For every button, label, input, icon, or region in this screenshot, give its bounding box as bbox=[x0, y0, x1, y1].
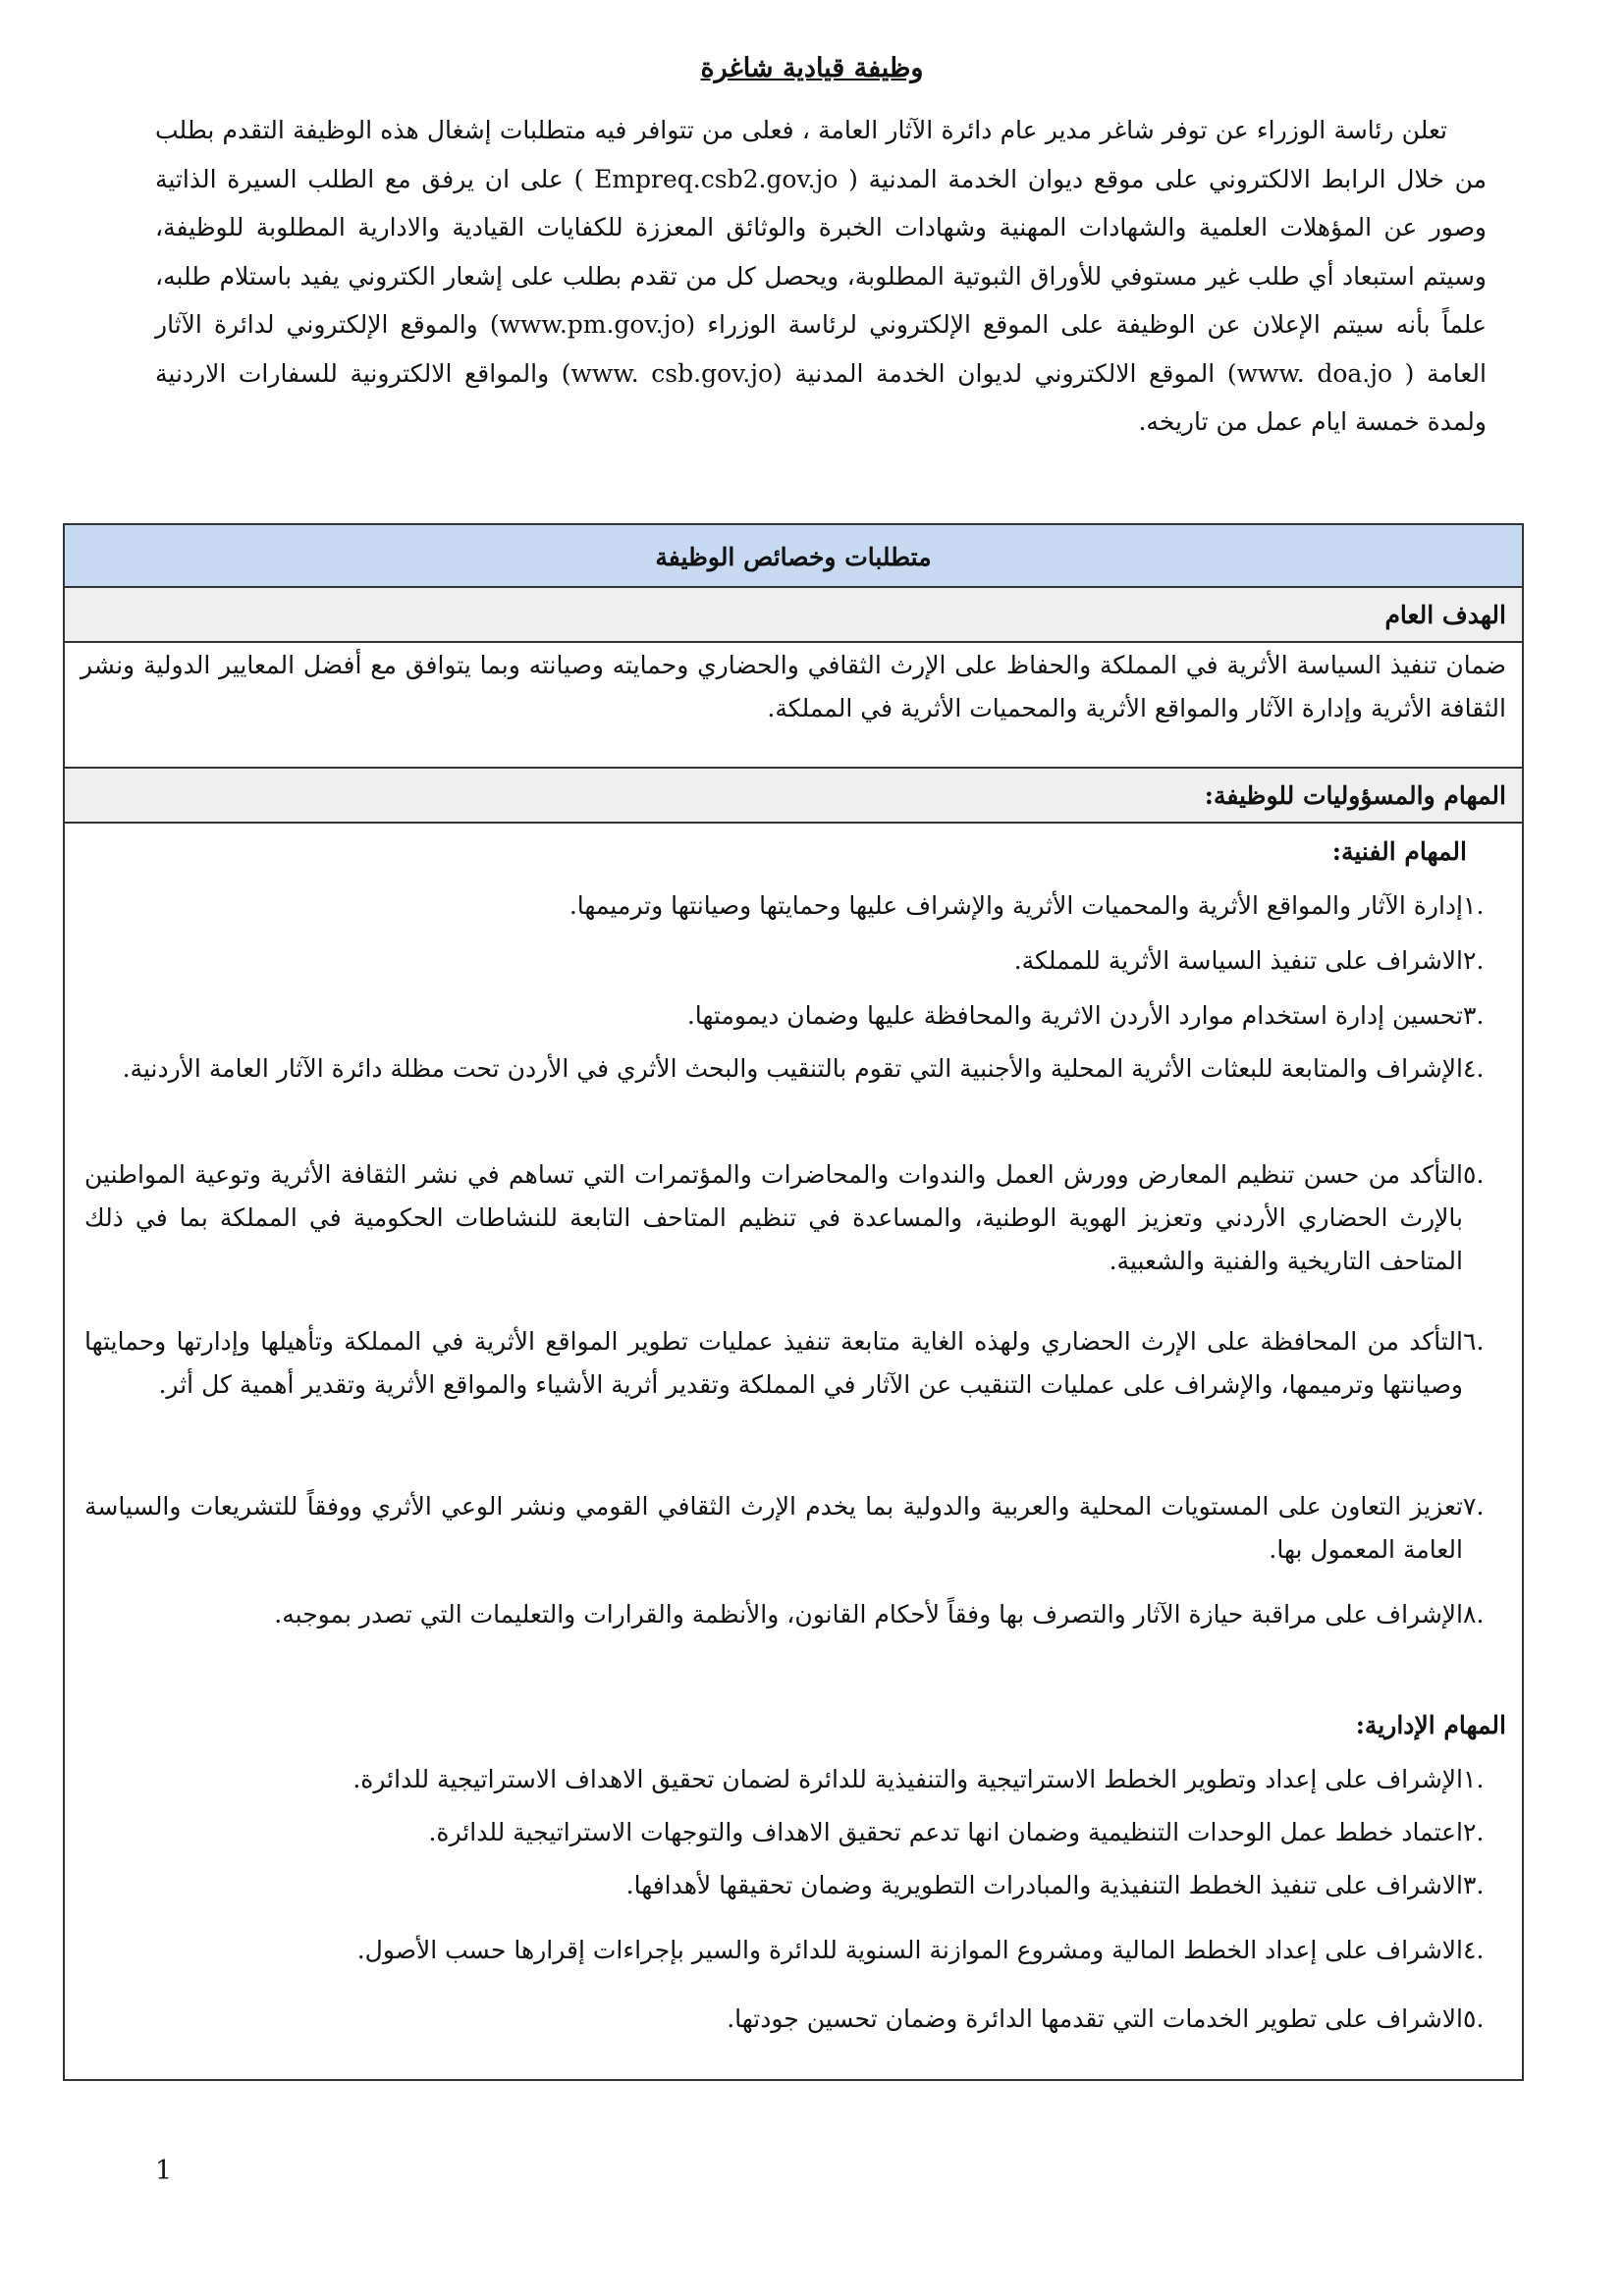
list-item: تعزيز التعاون على المستويات المحلية والعربية والدولية بما يخدم الإرث الثقافي القومي ونشر الوعي الأثري ووفقاً للتشريعات والسياسة العامة المعمول بها. bbox=[84, 1492, 1463, 1564]
list-item-number: .٧ bbox=[1463, 1492, 1485, 1521]
goal-text: ضمان تنفيذ السياسة الأثرية في المملكة والحفاظ على الإرث الثقافي والحضاري وحمايته وصيانته وبما يتوافق مع أفضل المعايير الدولية ونشر الثقافة الأثرية وإدارة الآثار والمواقع الأثرية والمحميات الأثرية في المملكة. bbox=[81, 651, 1507, 722]
list-item-number: .٣ bbox=[1463, 1871, 1485, 1899]
job-requirements-table bbox=[63, 523, 1524, 2081]
goal-heading: الهدف العام bbox=[65, 586, 1522, 643]
list-item: الاشراف على تنفيذ السياسة الأثرية للمملكة. bbox=[1013, 946, 1463, 975]
list-item: الاشراف على إعداد الخطط المالية ومشروع الموازنة السنوية للدائرة والسير بإجراءات إقرارها حسب الأصول. bbox=[356, 1936, 1463, 1964]
list-item-number: .٨ bbox=[1463, 1600, 1485, 1629]
list-item: إدارة الآثار والمواقع الأثرية والمحميات الأثرية والإشراف عليها وحمايتها وصيانتها وترميمها. bbox=[568, 891, 1463, 920]
intro-text: تعلن رئاسة الوزراء عن توفر شاغر مدير عام دائرة الآثار العامة ، فعلى من تتوافر فيه متطلبات إشغال هذه الوظيفة التقدم بطلب من خلال الرابط الالكتروني على موقع ديوان الخدمة المدنية ( Empreq.csb2.gov.jo ) على ان يرفق مع الطلب السيرة الذاتية وصور عن المؤهلات العلمية والشهادات المهنية وشهادات الخبرة والوثائق المعززة للكفايات القيادية والادارية المطلوبة للوظيفة، وسيتم استبعاد أي طلب غير مستوفي للأوراق الثبوتية المطلوبة، ويحصل كل من تقدم بطلب على إشعار الكتروني يفيد باستلام طلبه، علماً بأنه سيتم الإعلان عن الوظيفة على الموقع الإلكتروني لرئاسة الوزراء (www.pm.gov.jo) والموقع الإلكتروني لدائرة الآثار العامة ( www. doa.jo) الموقع الالكتروني لديوان الخدمة المدنية (www. csb.gov.jo) والمواقع الالكترونية للسفارات الاردنية ولمدة خمسة ايام عمل من تاريخه. bbox=[155, 116, 1487, 436]
list-item-number: .٦ bbox=[1463, 1327, 1485, 1356]
table-header: متطلبات وخصائص الوظيفة bbox=[65, 525, 1522, 590]
list-item-number: .١ bbox=[1463, 1765, 1485, 1793]
list-item: تحسين إدارة استخدام موارد الأردن الاثرية والمحافظة عليها وضمان ديمومتها. bbox=[686, 1001, 1463, 1030]
list-item-number: .١ bbox=[1463, 891, 1485, 920]
list-item: الإشراف على مراقبة حيازة الآثار والتصرف بها وفقاً لأحكام القانون، والأنظمة والقرارات والتعليمات التي تصدر بموجبه. bbox=[274, 1600, 1463, 1629]
list-item-number: .٣ bbox=[1463, 1001, 1485, 1030]
list-item: الاشراف على تطوير الخدمات التي تقدمها الدائرة وضمان تحسين جودتها. bbox=[727, 2004, 1463, 2033]
list-item: التأكد من حسن تنظيم المعارض وورش العمل والندوات والمحاضرات والمؤتمرات التي تساهم في نشر الثقافة الأثرية وتوعية المواطنين بالإرث الحضاري الأردني وتعزيز الهوية الوطنية، والمساعدة في تنظيم المتاحف التابعة للنشاطات الحكومية في المملكة بما في ذلك المتاحف التاريخية والفنية والشعبية. bbox=[84, 1160, 1463, 1275]
list-item-number: .٢ bbox=[1463, 1818, 1485, 1846]
list-item: اعتماد خطط عمل الوحدات التنظيمية وضمان انها تدعم تحقيق الاهداف والتوجهات الاستراتيجية للدائرة. bbox=[428, 1818, 1463, 1846]
list-item-number: .٤ bbox=[1463, 1936, 1485, 1964]
list-item-number: .٥ bbox=[1463, 1160, 1485, 1189]
list-item-number: .٤ bbox=[1463, 1054, 1485, 1083]
page-number: 1 bbox=[155, 2156, 173, 2186]
list-item: الاشراف على تنفيذ الخطط التنفيذية والمبادرات التطويرية وضمان تحقيقها لأهدافها. bbox=[625, 1871, 1463, 1899]
duties-heading: المهام والمسؤوليات للوظيفة: bbox=[65, 767, 1522, 824]
list-item: الإشراف على إعداد وتطوير الخطط الاستراتيجية والتنفيذية للدائرة لضمان تحقيق الاهداف الاستراتيجية للدائرة. bbox=[352, 1765, 1463, 1793]
page-title: وظيفة قيادية شاغرة bbox=[700, 53, 924, 83]
intro-paragraph bbox=[155, 106, 1487, 447]
technical-duties-heading: المهام الفنية: bbox=[1331, 837, 1467, 866]
list-item-number: .٢ bbox=[1463, 946, 1485, 975]
list-item: الإشراف والمتابعة للبعثات الأثرية المحلية والأجنبية التي تقوم بالتنقيب والبحث الأثري في الأردن تحت مظلة دائرة الآثار العامة الأردنية. bbox=[122, 1054, 1463, 1083]
admin-duties-heading: المهام الإدارية: bbox=[1355, 1711, 1506, 1739]
list-item: التأكد من المحافظة على الإرث الحضاري ولهذه الغاية متابعة تنفيذ عمليات تطوير المواقع الأثرية في المملكة وتأهيلها وإدارتها وحمايتها وصيانتها وترميمها، والإشراف على عمليات التنقيب عن الآثار في المملكة وتقدير أثرية الأشياء والمواقع الأثرية وتقدير أهمية كل أثر. bbox=[84, 1327, 1463, 1399]
list-item-number: .٥ bbox=[1463, 2004, 1485, 2033]
